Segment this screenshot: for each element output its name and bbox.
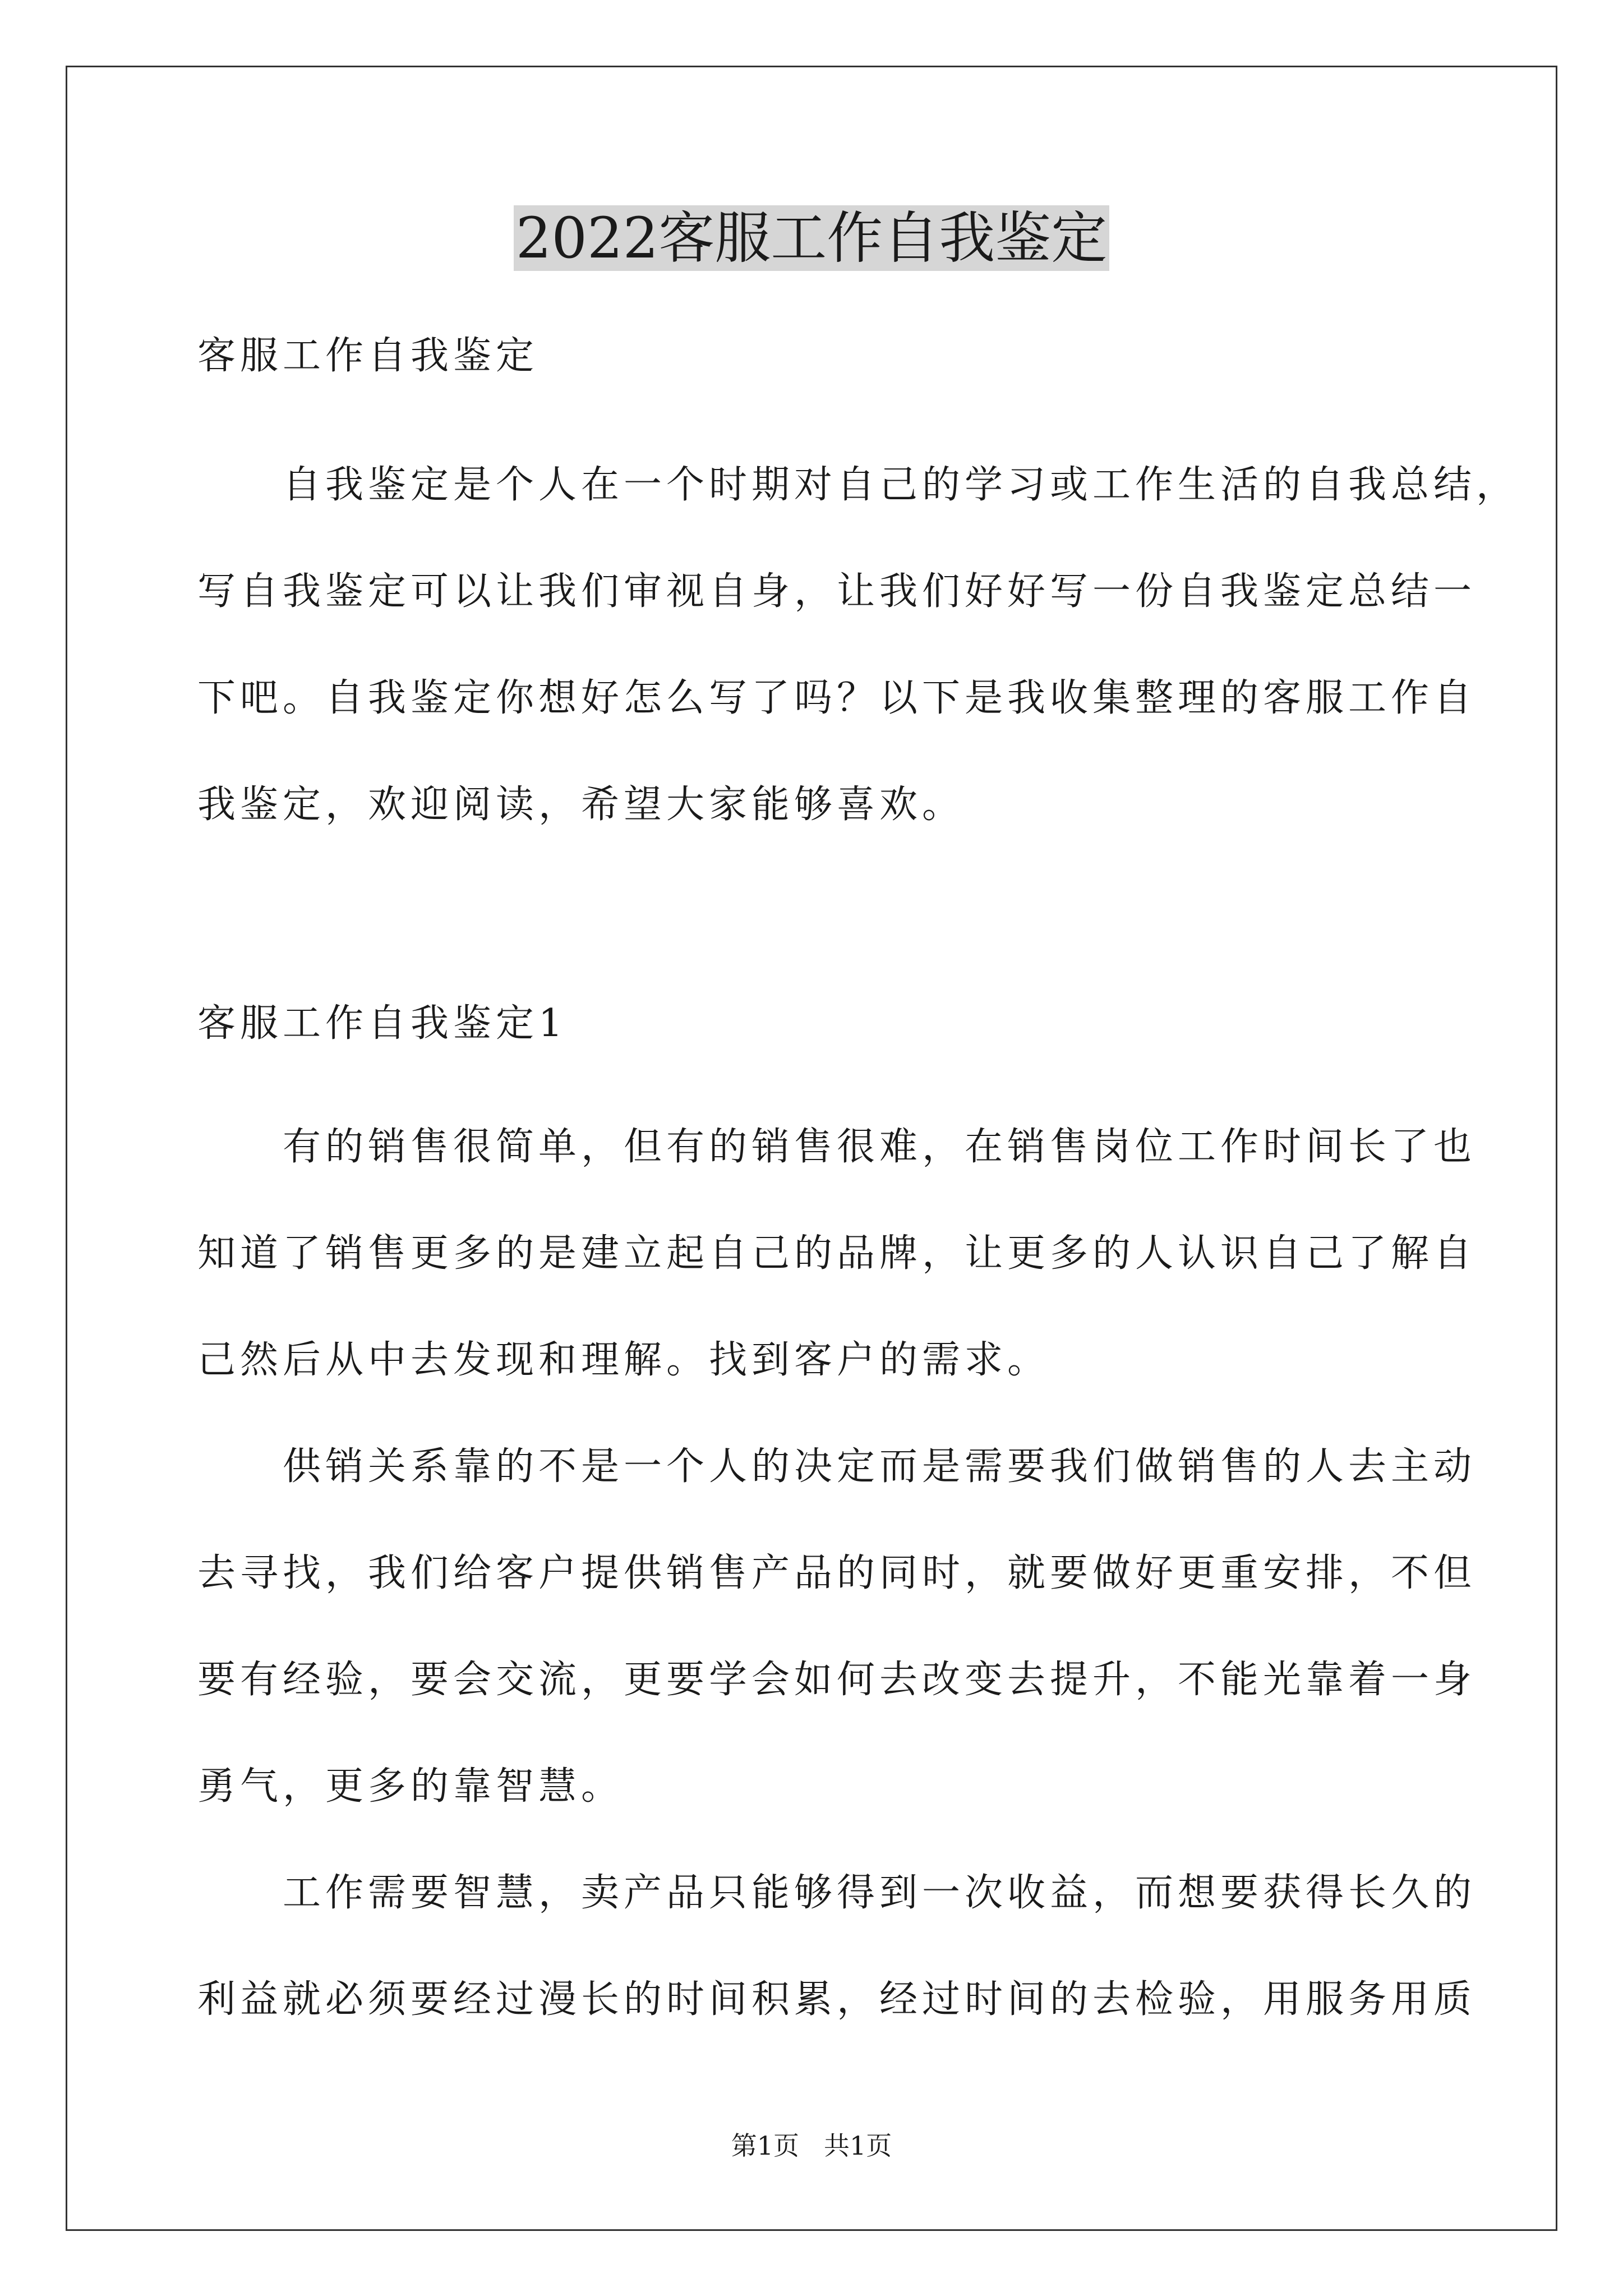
paragraph-line: 我鉴定，欢迎阅读，希望大家能够喜欢。 bbox=[197, 783, 965, 827]
page-footer bbox=[0, 2129, 1623, 2162]
page-number: 第1页 bbox=[731, 2131, 799, 2161]
section-heading-intro: 客服工作自我鉴定 bbox=[197, 334, 539, 378]
paragraph-line: 工作需要智慧，卖产品只能够得到一次收益，而想要获得长久的 bbox=[197, 1871, 1477, 1915]
paragraph-line: 知道了销售更多的是建立起自己的品牌，让更多的人认识自己了解自 bbox=[197, 1231, 1477, 1276]
paragraph-line: 写自我鉴定可以让我们审视自身，让我们好好写一份自我鉴定总结一 bbox=[197, 569, 1477, 614]
paragraph-line: 要有经验，要会交流，更要学会如何去改变去提升，不能光靠着一身 bbox=[197, 1658, 1477, 1702]
paragraph-line: 下吧。自我鉴定你想好怎么写了吗？以下是我收集整理的客服工作自 bbox=[197, 676, 1477, 720]
paragraph-line: 有的销售很简单，但有的销售很难，在销售岗位工作时间长了也 bbox=[197, 1125, 1477, 1169]
paragraph-line: 利益就必须要经过漫长的时间积累，经过时间的去检验，用服务用质 bbox=[197, 1977, 1477, 2022]
title-text: 2022客服工作自我鉴定 bbox=[514, 205, 1110, 271]
document-title bbox=[0, 202, 1623, 275]
section-heading-1: 客服工作自我鉴定1 bbox=[197, 1001, 568, 1046]
page-total: 共1页 bbox=[824, 2131, 892, 2161]
paragraph-line: 勇气，更多的靠智慧。 bbox=[197, 1764, 624, 1809]
paragraph-line: 自我鉴定是个人在一个时期对自己的学习或工作生活的自我总结， bbox=[197, 463, 1519, 507]
paragraph-line: 供销关系靠的不是一个人的决定而是需要我们做销售的人去主动 bbox=[197, 1444, 1477, 1489]
paragraph-line: 去寻找，我们给客户提供销售产品的同时，就要做好更重安排，不但 bbox=[197, 1551, 1477, 1595]
paragraph-line: 己然后从中去发现和理解。找到客户的需求。 bbox=[197, 1338, 1050, 1382]
